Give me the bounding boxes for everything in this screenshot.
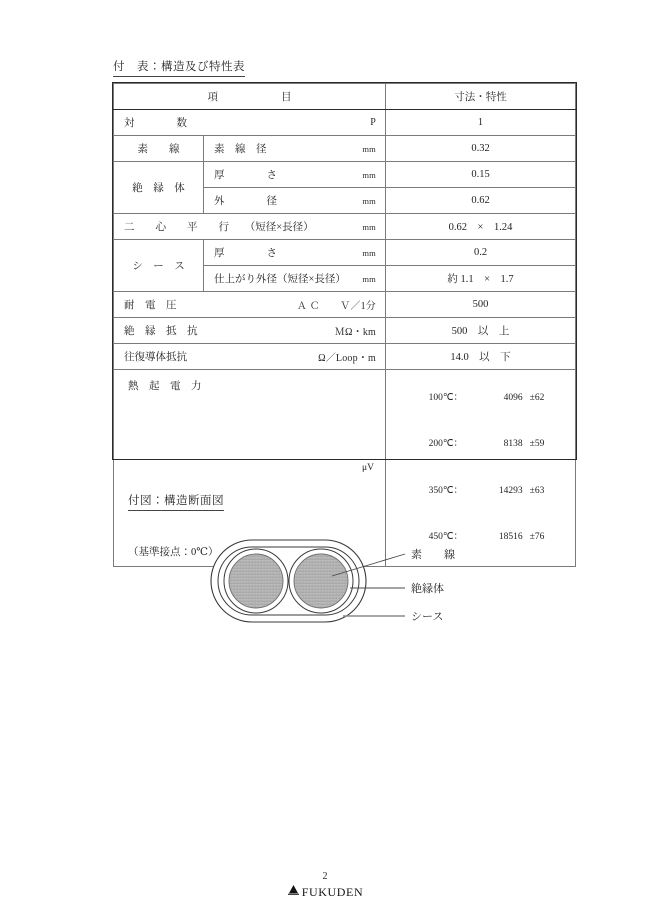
callout-label-sheath: シース xyxy=(411,611,444,623)
brand-name: FUKUDEN xyxy=(301,885,364,899)
item-unit: Ω／Loop・m xyxy=(318,353,376,364)
table-row xyxy=(114,292,576,318)
thermal-emf-measurement xyxy=(386,422,575,469)
callout-label-conductor: 素 線 xyxy=(411,549,455,561)
row-item-sheath-thickness xyxy=(204,240,386,266)
item-label: 耐 電 圧 xyxy=(124,300,177,311)
page-footer xyxy=(0,871,650,901)
table-row xyxy=(114,344,576,370)
table-header-row xyxy=(114,84,576,110)
value-label: 0.62 × 1.24 xyxy=(448,222,513,233)
table-row xyxy=(114,318,576,344)
table-row xyxy=(114,162,576,188)
page-number: 2 xyxy=(322,871,328,882)
measurement-value: 14293 xyxy=(498,485,523,496)
row-item-insulation-resistance xyxy=(114,318,386,344)
table-row xyxy=(114,214,576,240)
measurement-temperature: 100℃： xyxy=(428,392,464,403)
row-item-wire-diameter xyxy=(204,136,386,162)
header-cell-spec xyxy=(386,84,576,110)
value-label: 0.2 xyxy=(473,247,488,258)
cable-cross-section-figure xyxy=(200,528,500,648)
conductor-right xyxy=(294,554,348,608)
row-value-wire-diameter xyxy=(386,136,576,162)
measurement-temperature: 200℃： xyxy=(428,439,464,449)
brand-logo xyxy=(287,884,364,899)
row-value-loop-resistance xyxy=(386,344,576,370)
measurement-tolerance: ±62 xyxy=(529,392,545,403)
row-item-parallel-pair xyxy=(114,214,386,240)
row-value-insulation-resistance xyxy=(386,318,576,344)
value-label: 500 xyxy=(472,299,489,310)
item-label: 対 数 xyxy=(124,118,187,129)
table-row xyxy=(114,136,576,162)
value-label: 500 以 上 xyxy=(451,326,510,337)
row-value-insulation-outer-diameter xyxy=(386,188,576,214)
measurement-tolerance: ±63 xyxy=(529,485,545,496)
item-unit: mm xyxy=(362,221,376,232)
measurement-temperature: 450℃： xyxy=(428,532,464,542)
row-value-withstand-voltage xyxy=(386,292,576,318)
item-unit: Ａ Ｃ Ｖ／1分 xyxy=(296,301,376,312)
measurement-tolerance: ±59 xyxy=(529,439,545,449)
measurement-value: 8138 xyxy=(503,439,523,449)
row-item-loop-resistance xyxy=(114,344,386,370)
group-label-sheath xyxy=(114,240,204,292)
item-unit: mm xyxy=(362,169,376,180)
header-cell-item xyxy=(114,84,386,110)
value-label: 14.0 以 下 xyxy=(450,352,511,363)
group-label: シ ー ス xyxy=(132,261,185,272)
item-unit: ＭΩ・km xyxy=(334,327,376,338)
row-item-insulation-thickness xyxy=(204,162,386,188)
row-value-sheath-thickness xyxy=(386,240,576,266)
thermal-emf-measurement xyxy=(386,468,575,515)
row-item-withstand-voltage xyxy=(114,292,386,318)
group-label: 絶 縁 体 xyxy=(132,183,185,194)
item-label: 外 径 xyxy=(214,196,277,207)
thermal-emf-reference: （基準接点：0℃） xyxy=(128,547,219,558)
item-unit: mm xyxy=(362,273,376,284)
row-value-pairs xyxy=(386,110,576,136)
value-label: 約 1.1 × 1.7 xyxy=(447,274,514,285)
measurement-value: 18516 xyxy=(498,532,523,542)
thermal-emf-unit: μV xyxy=(362,463,374,473)
item-unit: mm xyxy=(362,143,376,154)
value-label: 0.32 xyxy=(471,143,490,154)
row-item-insulation-outer-diameter xyxy=(204,188,386,214)
thermal-emf-label: 熱 起 電 力 xyxy=(128,381,202,392)
value-label: 0.62 xyxy=(471,195,490,206)
item-label: 二 心 平 行 （短径×長径） xyxy=(124,222,314,233)
item-unit: mm xyxy=(362,247,376,258)
item-label: 往復導体抵抗 xyxy=(124,352,187,363)
table-row xyxy=(114,110,576,136)
mountain-logo-icon xyxy=(287,884,300,899)
item-label: 絶 縁 抵 抗 xyxy=(124,326,198,337)
header-item-label: 項 目 xyxy=(207,92,292,103)
item-unit: mm xyxy=(362,195,376,206)
figure-section-title: 付図：構造断面図 xyxy=(128,492,224,511)
row-value-parallel-pair xyxy=(386,214,576,240)
item-label: 素 線 径 xyxy=(214,144,267,155)
item-unit: P xyxy=(370,117,376,128)
value-label: 1 xyxy=(477,117,484,128)
row-item-finished-outer-diameter xyxy=(204,266,386,292)
item-label: 厚 さ xyxy=(214,170,277,181)
row-value-insulation-thickness xyxy=(386,162,576,188)
row-value-finished-outer-diameter xyxy=(386,266,576,292)
callout-label-insulator: 絶縁体 xyxy=(411,583,444,595)
item-label: 厚 さ xyxy=(214,248,277,259)
header-spec-label: 寸法・特性 xyxy=(454,92,507,103)
measurement-tolerance: ±76 xyxy=(529,532,545,542)
row-item-pairs xyxy=(114,110,386,136)
measurement-temperature: 350℃： xyxy=(428,485,464,496)
table-row xyxy=(114,240,576,266)
value-label: 0.15 xyxy=(471,169,490,180)
group-label-insulator xyxy=(114,162,204,214)
group-label: 素 線 xyxy=(137,144,180,155)
measurement-value: 4096 xyxy=(503,392,523,403)
item-label: 仕上がり外径（短径×長径） xyxy=(214,274,346,285)
group-label-conductor xyxy=(114,136,204,162)
conductor-left xyxy=(229,554,283,608)
table-section-title: 付 表：構造及び特性表 xyxy=(113,58,245,77)
thermal-emf-measurement xyxy=(386,375,575,422)
